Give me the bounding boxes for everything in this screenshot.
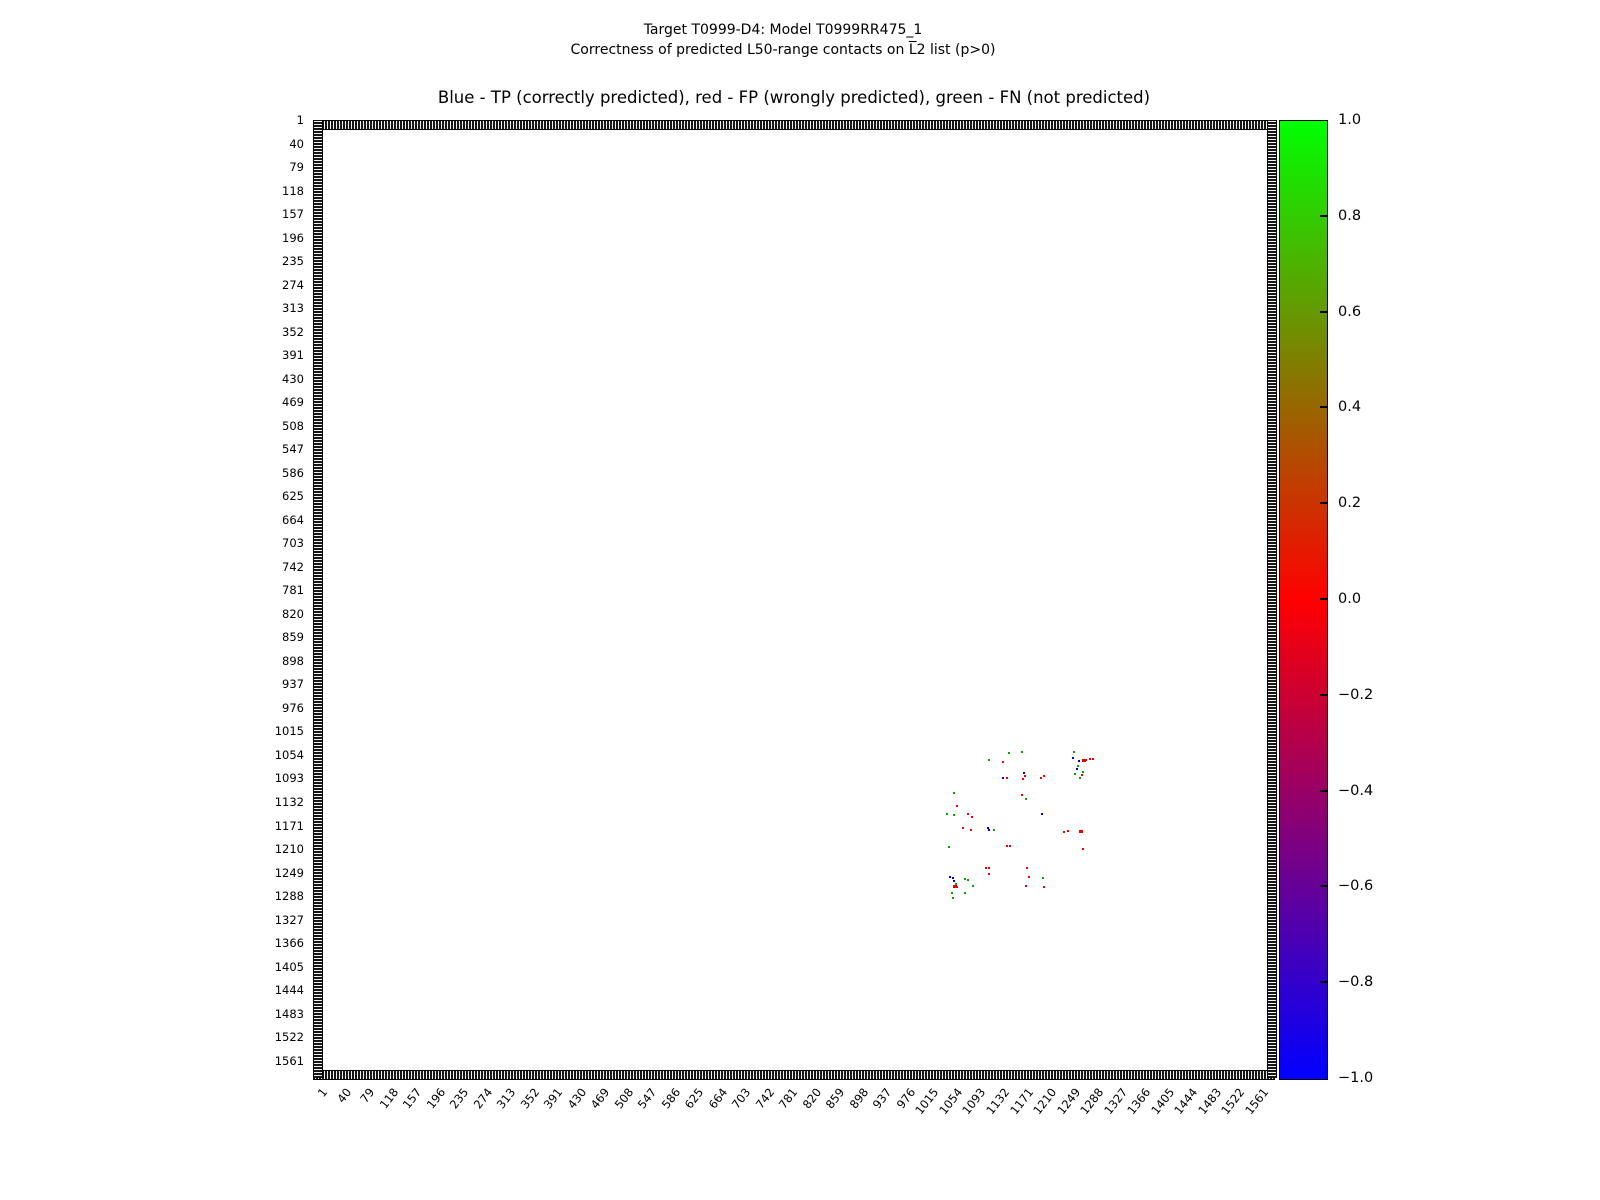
contact-point <box>1026 867 1028 869</box>
x-tick-label: 1054 <box>936 1085 966 1118</box>
contact-point <box>948 846 950 848</box>
y-tick-label: 391 <box>282 348 304 363</box>
contact-point <box>1002 761 1004 763</box>
x-tick-label: 508 <box>611 1085 636 1112</box>
y-tick-label: 547 <box>282 442 304 457</box>
x-tick-label: 625 <box>681 1085 707 1112</box>
colorbar-tick <box>1320 981 1327 983</box>
colorbar-tick-label: −0.8 <box>1338 974 1374 991</box>
x-tick-label: 1288 <box>1077 1085 1107 1118</box>
contact-point <box>962 827 964 829</box>
x-tick-label: 157 <box>399 1085 425 1112</box>
y-tick-label: 742 <box>282 559 304 574</box>
figure-title-line2-prefix: Correctness of predicted L50-range contacts on <box>570 42 909 58</box>
y-tick-label: 625 <box>282 489 304 504</box>
x-tick-label: 1015 <box>912 1085 942 1118</box>
colorbar-tick-label: 0.8 <box>1338 207 1362 224</box>
contact-point <box>1079 777 1081 779</box>
y-tick-label: 40 <box>289 136 304 151</box>
y-tick-label: 196 <box>282 230 304 245</box>
colorbar-tick-label: −1.0 <box>1338 1070 1374 1086</box>
contact-point <box>971 816 973 818</box>
x-tick-label: 1522 <box>1218 1085 1248 1118</box>
y-tick-label: 352 <box>282 324 304 339</box>
colorbar-tick <box>1320 311 1327 313</box>
contact-point <box>1082 848 1084 850</box>
y-tick-label: 1444 <box>274 983 304 998</box>
y-tick-label: 937 <box>282 677 304 692</box>
contact-point <box>1024 775 1026 777</box>
contact-point <box>1021 751 1023 753</box>
contact-point <box>955 883 957 885</box>
x-tick-label: 586 <box>658 1085 683 1112</box>
plot-border-left <box>313 120 323 1078</box>
x-tick-label: 196 <box>423 1085 448 1112</box>
contact-point <box>1022 778 1024 780</box>
colorbar-tick <box>1320 406 1327 408</box>
y-tick-label: 1 <box>296 113 304 127</box>
x-tick-label: 469 <box>587 1085 613 1112</box>
contact-point <box>967 813 969 815</box>
x-tick-label: 937 <box>870 1085 895 1112</box>
contact-point <box>967 879 969 881</box>
contact-point <box>1028 876 1030 878</box>
colorbar-tick-label: 0.0 <box>1338 591 1362 607</box>
y-tick-label: 820 <box>282 606 304 621</box>
colorbar-tick <box>1320 598 1327 600</box>
contact-point <box>1063 831 1065 833</box>
contact-point <box>1043 886 1045 888</box>
contact-point <box>1002 777 1004 779</box>
x-tick-label: 1 <box>314 1085 331 1100</box>
colorbar <box>1279 120 1328 1080</box>
colorbar-tick <box>1320 694 1327 696</box>
contact-point <box>970 829 972 831</box>
y-tick-label: 274 <box>282 277 304 292</box>
contact-point <box>1025 798 1027 800</box>
contact-point <box>988 873 990 875</box>
contact-point <box>985 867 987 869</box>
y-tick-label: 1132 <box>274 794 304 809</box>
y-tick-label: 430 <box>282 371 304 386</box>
x-tick-label: 274 <box>470 1085 495 1112</box>
colorbar-tick <box>1320 502 1327 504</box>
contact-point <box>1082 771 1084 773</box>
x-tick-label: 352 <box>517 1085 542 1112</box>
colorbar-tick <box>1320 215 1327 217</box>
colorbar-tick <box>1320 790 1327 792</box>
contact-point <box>1073 751 1075 753</box>
y-tick-label: 1561 <box>274 1053 304 1068</box>
contact-point <box>1092 758 1094 760</box>
contact-point <box>953 814 955 816</box>
figure-title-line1: Target T0999-D4: Model T0999RR475_1 <box>643 22 923 38</box>
contact-point <box>1085 759 1087 761</box>
axes-title: Blue - TP (correctly predicted), red - FP (wrongly predicted), green - FN (not predicted) <box>437 88 1151 107</box>
contact-point <box>988 829 990 831</box>
colorbar-tick-label: −0.6 <box>1338 878 1374 895</box>
y-tick-label: 859 <box>282 630 304 645</box>
y-tick-label: 1093 <box>274 771 304 786</box>
x-tick-label: 313 <box>493 1085 519 1112</box>
y-tick-label: 976 <box>282 700 304 715</box>
contact-point <box>988 867 990 869</box>
x-tick-label: 1249 <box>1053 1085 1083 1118</box>
x-tick-label: 742 <box>752 1085 778 1112</box>
x-tick-label: 1210 <box>1030 1085 1060 1118</box>
contact-point <box>1040 777 1042 779</box>
contact-point <box>956 805 958 807</box>
contact-point <box>1074 773 1076 775</box>
x-tick-label: 1171 <box>1006 1085 1036 1118</box>
contact-point <box>1008 752 1010 754</box>
x-tick-label: 1483 <box>1194 1085 1224 1118</box>
y-tick-label: 1522 <box>274 1030 304 1045</box>
y-tick-label: 703 <box>282 536 304 551</box>
contact-point <box>1072 757 1074 759</box>
contact-point <box>1006 845 1008 847</box>
contact-point <box>949 876 951 878</box>
y-tick-label: 1288 <box>274 889 304 904</box>
y-tick-label: 313 <box>282 301 304 316</box>
y-tick-label: 1327 <box>274 912 304 927</box>
contact-point <box>952 897 954 899</box>
contact-point <box>946 813 948 815</box>
y-tick-label: 1210 <box>274 842 304 857</box>
contact-point <box>1078 760 1080 762</box>
contact-point <box>964 892 966 894</box>
contact-point <box>1041 813 1043 815</box>
x-tick-label: 1093 <box>959 1085 989 1118</box>
contact-point <box>1067 830 1069 832</box>
contact-point <box>972 885 974 887</box>
y-tick-label: 508 <box>282 418 304 433</box>
contact-point <box>1079 830 1083 833</box>
x-tick-label: 976 <box>893 1085 919 1112</box>
x-tick-label: 1366 <box>1124 1085 1154 1118</box>
x-tick-label: 1561 <box>1241 1085 1271 1118</box>
figure-title-line2-overlined-l: $\overline{L}$ <box>908 42 917 58</box>
y-tick-label: 235 <box>282 254 304 269</box>
colorbar-tick-label: 0.6 <box>1338 303 1362 320</box>
x-tick-label: 703 <box>728 1085 754 1112</box>
y-tick-label: 118 <box>282 183 304 198</box>
contact-point <box>964 878 966 880</box>
y-tick-label: 1366 <box>274 936 304 951</box>
contact-point <box>1025 885 1027 887</box>
colorbar-tick-label: 0.2 <box>1338 495 1362 512</box>
contact-point <box>1081 774 1083 776</box>
y-tick-label: 469 <box>282 395 304 410</box>
x-tick-label: 898 <box>846 1085 872 1112</box>
colorbar-tick-label: −0.4 <box>1338 782 1374 799</box>
x-tick-label: 1327 <box>1100 1085 1130 1118</box>
y-tick-label: 1483 <box>274 1006 304 1021</box>
plot-border-bottom <box>313 1070 1275 1080</box>
x-tick-label: 1444 <box>1171 1085 1201 1118</box>
y-tick-label: 1015 <box>274 724 304 739</box>
y-tick-label: 157 <box>282 207 304 222</box>
x-tick-label: 79 <box>357 1085 378 1106</box>
y-tick-label: 898 <box>282 653 304 668</box>
colorbar-tick <box>1320 885 1327 887</box>
contact-point <box>1009 845 1011 847</box>
colorbar-tick-label: 0.4 <box>1338 399 1362 416</box>
contact-point <box>1089 758 1091 760</box>
y-tick-label: 79 <box>289 160 304 175</box>
x-tick-label: 1405 <box>1147 1085 1177 1118</box>
figure-title-line2 <box>0 40 1566 60</box>
x-tick-label: 820 <box>799 1085 825 1112</box>
x-tick-label: 235 <box>446 1085 472 1112</box>
colorbar-tick-label: 1.0 <box>1338 112 1362 128</box>
x-tick-label: 118 <box>376 1085 401 1112</box>
contact-point <box>1076 768 1078 770</box>
y-tick-label: 664 <box>282 512 304 527</box>
contact-point <box>1021 794 1023 796</box>
y-tick-label: 586 <box>282 465 304 480</box>
figure-title-line2-suffix: 2 list (p>0) <box>916 42 996 58</box>
contact-point <box>953 792 955 794</box>
x-tick-label: 1132 <box>983 1085 1013 1118</box>
x-tick-label: 781 <box>776 1085 801 1112</box>
y-tick-label: 1171 <box>274 818 304 833</box>
colorbar-tick-label: −0.2 <box>1338 686 1374 703</box>
plot-border-right <box>1267 120 1277 1078</box>
x-tick-label: 40 <box>333 1085 354 1106</box>
x-tick-label: 547 <box>634 1085 660 1112</box>
y-tick-label: 781 <box>282 583 304 598</box>
plot-border-top <box>313 120 1275 130</box>
contact-point <box>951 892 953 894</box>
y-tick-label: 1405 <box>274 959 304 974</box>
x-tick-label: 664 <box>705 1085 731 1112</box>
y-tick-label: 1054 <box>274 747 304 762</box>
contact-point <box>952 877 954 879</box>
contact-point <box>1077 765 1079 767</box>
contact-point <box>1006 777 1008 779</box>
x-tick-label: 391 <box>540 1085 566 1112</box>
plot-area <box>322 129 1267 1070</box>
contact-point <box>956 886 958 888</box>
contact-point <box>993 829 995 831</box>
x-tick-label: 430 <box>564 1085 589 1112</box>
contact-point <box>1043 775 1045 777</box>
contact-point <box>988 759 990 761</box>
contact-point <box>1042 877 1044 879</box>
y-tick-label: 1249 <box>274 865 304 880</box>
x-tick-label: 859 <box>823 1085 848 1112</box>
